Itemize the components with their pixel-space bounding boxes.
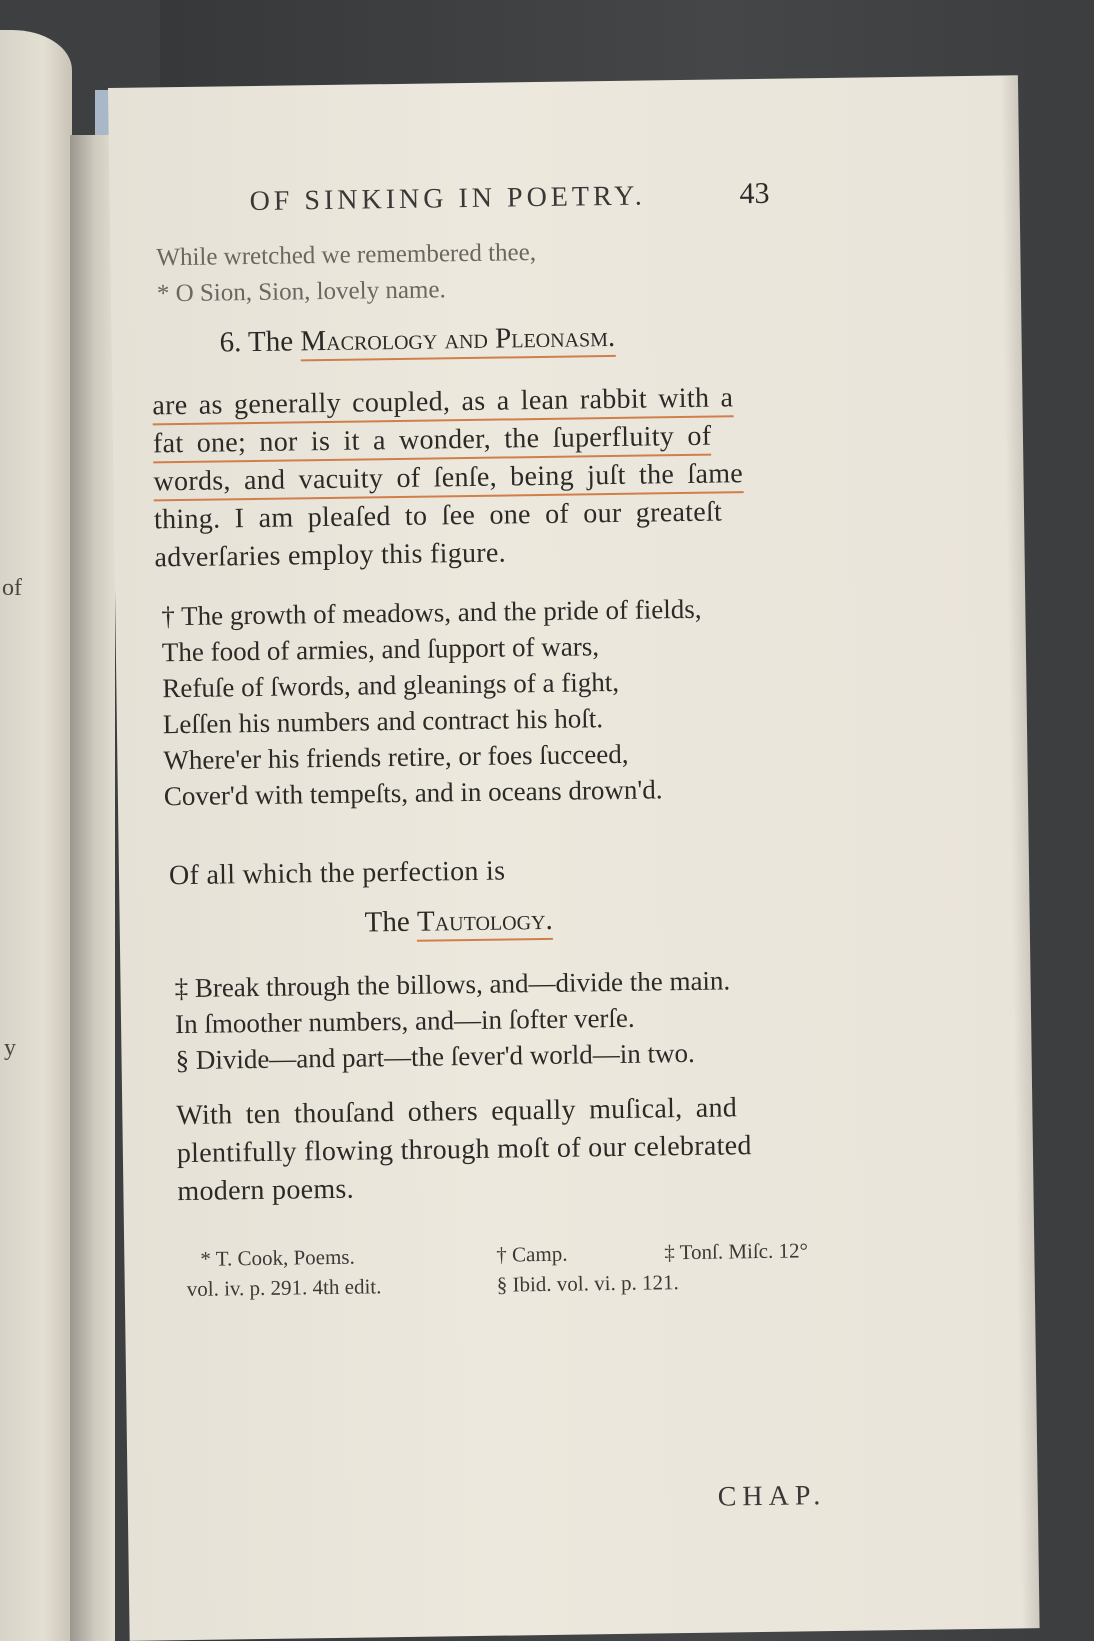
footnote: vol. iv. p. 291. 4th edit. <box>186 1274 382 1302</box>
verse-line: § Divide—and part—the ſever'd world—in two. <box>175 1037 695 1076</box>
catchword: CHAP. <box>717 1480 827 1513</box>
left-page-fragment-y: y <box>4 1035 16 1061</box>
term-text: Pleonasm. <box>494 320 616 355</box>
verse-line: While wretched we remembered thee, <box>156 239 537 272</box>
footnote: * T. Cook, Poems. <box>200 1244 355 1271</box>
verse-line: † The growth of meadows, and the pride of fields, <box>161 593 702 632</box>
verse-line: Refuſe of ſwords, and gleanings of a fight, <box>162 666 620 704</box>
heading-the: The <box>247 325 294 359</box>
left-page-edge <box>0 30 72 1641</box>
paragraph-line: modern poems. <box>177 1173 355 1208</box>
footnote: § Ibid. vol. vi. p. 121. <box>496 1270 679 1297</box>
verse-line: In ſmoother numbers, and—in ſofter verſe. <box>174 1002 635 1040</box>
book-gutter <box>70 135 115 1641</box>
paragraph-line: adverſaries employ this figure. <box>154 537 507 574</box>
section-number: 6. <box>219 326 242 359</box>
section-heading-tautology <box>364 904 552 940</box>
paragraph-line: plentifully flowing through moſt of our celebrated <box>176 1130 752 1170</box>
term-and: and <box>444 322 489 356</box>
transition-text: Of all which the perfection is <box>168 855 506 892</box>
heading-term-macrology <box>300 321 615 361</box>
verse-line: * O Sion, Sion, lovely name. <box>156 276 446 308</box>
left-page-fragment-of: of <box>2 575 22 601</box>
book-page <box>108 75 1040 1641</box>
underlined-text: words, and vacuity of ſenſe, being juſt the ſame <box>153 458 743 501</box>
page-number: 43 <box>739 176 770 211</box>
underlined-text: fat one; nor is it a wonder, the ſuperfluity of <box>153 421 712 464</box>
paragraph-line: thing. I am pleaſed to ſee one of our greateſt <box>153 496 723 536</box>
verse-line: The food of armies, and ſupport of wars, <box>161 631 600 668</box>
footnote: ‡ Tonſ. Miſc. 12° <box>664 1238 809 1265</box>
section-heading <box>219 321 615 360</box>
verse-line: Cover'd with tempeſts, and in oceans drown'd. <box>163 774 663 812</box>
verse-line: ‡ Break through the billows, and—divide the main. <box>174 965 731 1004</box>
footnote: † Camp. <box>496 1241 568 1267</box>
term-text: Macrology <box>300 323 438 358</box>
verse-line: Leſſen his numbers and contract his hoſt. <box>162 703 604 740</box>
verse-line: Where'er his friends retire, or foes ſucceed, <box>163 738 629 776</box>
heading-term-tautology: Tautology. <box>417 904 553 942</box>
heading-the: The <box>364 905 410 939</box>
paragraph-line: With ten thouſand others equally muſical, and <box>176 1092 738 1132</box>
running-head: OF SINKING IN POETRY. <box>249 180 646 218</box>
underlined-text: are as generally coupled, as a lean rabbit with a <box>152 382 733 425</box>
